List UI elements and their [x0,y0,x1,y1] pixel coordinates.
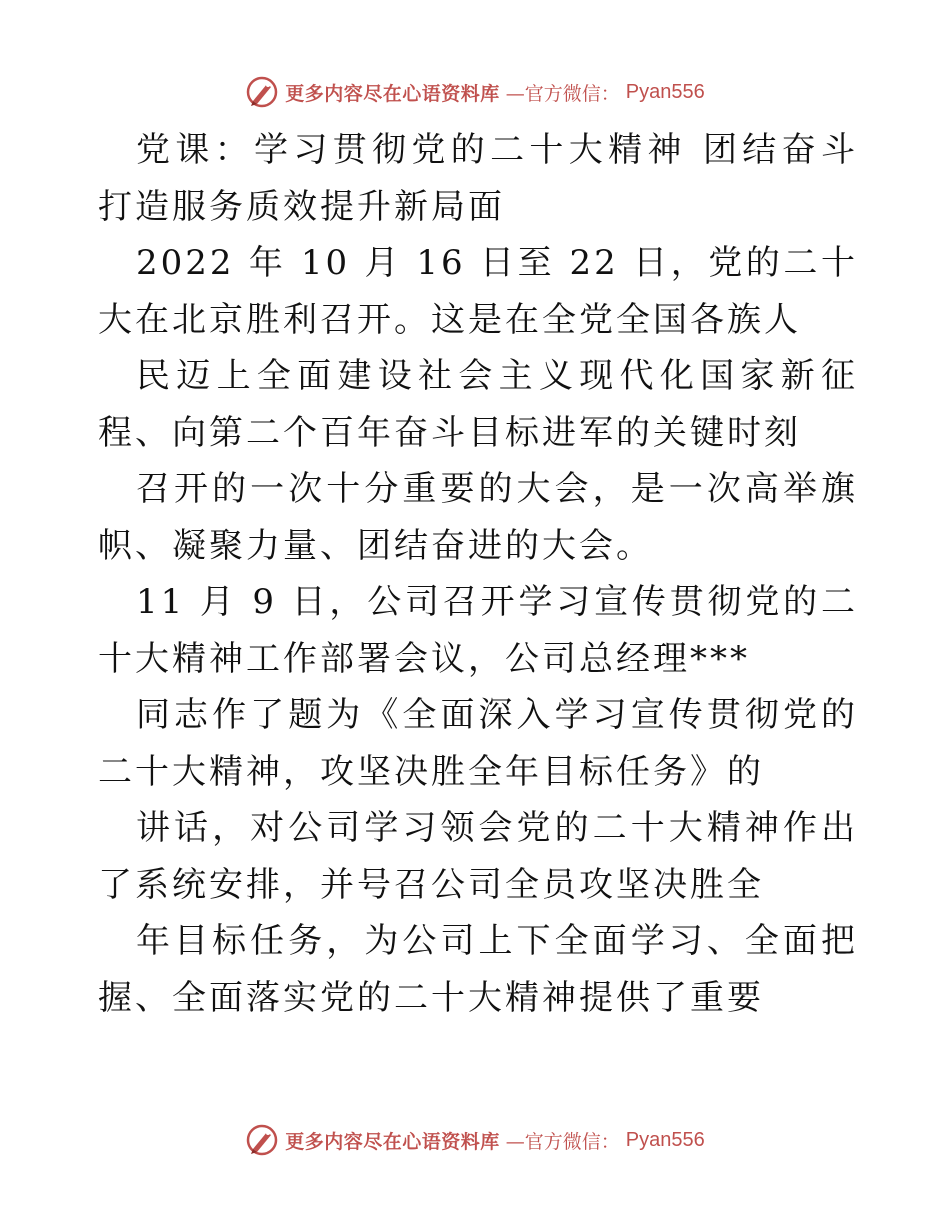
document-body [98,122,858,1026]
banner-wechat-id: Pyan556 [625,80,705,103]
header-banner [0,70,950,114]
footer-banner [0,1118,950,1162]
banner-contact-label: —官方微信： [505,1130,620,1153]
body-paragraph: 民迈上全面建设社会主义现代化国家新征程、向第二个百年奋斗目标进军的关键时刻 [98,356,858,453]
body-paragraph: 同志作了题为《全面深入学习宣传贯彻党的二十大精神，攻坚决胜全年目标任务》的 [98,695,858,792]
pen-logo-icon [245,75,279,109]
body-paragraph: 召开的一次十分重要的大会，是一次高举旗帜、凝聚力量、团结奋进的大会。 [98,469,858,566]
banner-wechat-id: Pyan556 [625,1128,705,1151]
document-title: 党课：学习贯彻党的二十大精神 团结奋斗 打造服务质效提升新局面 [98,130,858,227]
banner-brand-text: 更多内容尽在心语资料库 [285,1130,500,1153]
body-paragraph: 年目标任务，为公司上下全面学习、全面把握、全面落实党的二十大精神提供了重要 [98,921,858,1018]
body-paragraph: 2022 年 10 月 16 日至 22 日，党的二十大在北京胜利召开。这是在全党全国各族人 [98,243,858,340]
body-paragraph: 讲话，对公司学习领会党的二十大精神作出了系统安排，并号召公司全员攻坚决胜全 [98,808,858,905]
pen-logo-icon [245,1123,279,1157]
banner-contact-label: —官方微信： [505,82,620,105]
body-paragraph: 11 月 9 日，公司召开学习宣传贯彻党的二十大精神工作部署会议，公司总经理*** [98,582,858,679]
banner-brand-text: 更多内容尽在心语资料库 [285,82,500,105]
